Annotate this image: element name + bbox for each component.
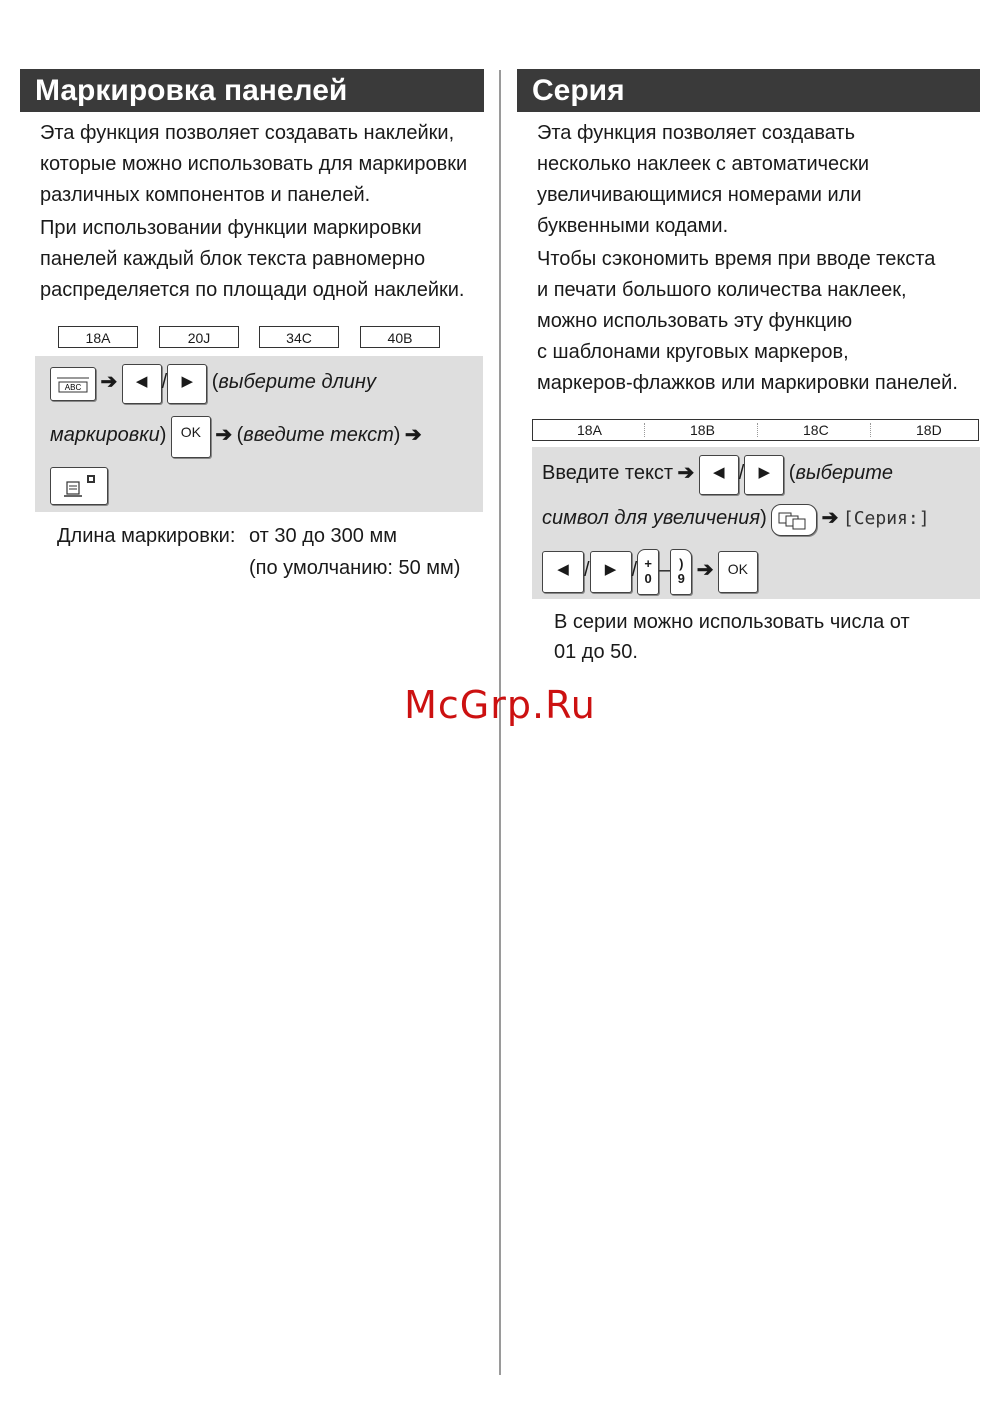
series-label: 18B	[690, 422, 715, 438]
instruction-box: Введите текст ➔ ◀ / ▶ (выберите символ для увеличения) ➔ [Серия:] ◀ / ▶ / + 0 – ) 9 ➔ OK	[532, 447, 980, 599]
arrow-icon: ➔	[821, 507, 839, 530]
note-value: от 30 до 300 мм	[249, 525, 397, 547]
paragraph: При использовании функции маркировки панелей каждый блок текста равномерно распределяется по площади одной наклейки.	[40, 217, 465, 301]
arrow-icon: ➔	[404, 424, 422, 447]
instruction-box: ABC ➔ ◀ / ▶ (выберите длину маркировки) OK ➔ (введите текст) ➔	[35, 356, 483, 512]
paragraph: Чтобы сэкономить время при вводе текста и печати большого количества наклеек, можно использовать эту функцию с шаблонами круговых маркеров, маркеров-флажков или маркировки панелей.	[537, 248, 958, 394]
length-note	[20, 512, 484, 582]
left-key[interactable]: ◀	[122, 364, 162, 404]
label-sample: 20J	[159, 326, 239, 348]
instruction-text: выберите	[795, 462, 893, 485]
panel-key-icon[interactable]	[50, 367, 96, 401]
svg-text:ABC: ABC	[64, 383, 82, 392]
instruction-text: введите текст	[243, 424, 394, 447]
cut-mark	[757, 423, 759, 437]
ok-key[interactable]: OK	[718, 551, 758, 593]
print-key-icon[interactable]	[50, 467, 108, 505]
label-sample: 18A	[58, 326, 138, 348]
ok-key[interactable]: OK	[171, 416, 211, 458]
watermark: McGrp.Ru	[404, 683, 596, 727]
label-preview	[20, 326, 484, 356]
arrow-icon: ➔	[696, 559, 714, 582]
arrow-icon: ➔	[215, 424, 233, 447]
series-label: 18A	[577, 422, 602, 438]
right-key[interactable]: ▶	[167, 364, 207, 404]
right-key[interactable]: ▶	[590, 551, 632, 593]
instruction-text: маркировки	[50, 424, 160, 447]
zero-key[interactable]: + 0	[637, 549, 659, 595]
nine-key[interactable]: ) 9	[670, 549, 692, 595]
left-key[interactable]: ◀	[542, 551, 584, 593]
arrow-icon: ➔	[677, 462, 695, 485]
arrow-icon: ➔	[100, 371, 118, 394]
section-title: Маркировка панелей	[20, 69, 484, 112]
series-label: 18D	[916, 422, 942, 438]
description	[20, 112, 484, 306]
label-sample: 34C	[259, 326, 339, 348]
description	[517, 112, 980, 399]
right-key[interactable]: ▶	[744, 455, 784, 495]
series-preview-strip	[532, 419, 979, 441]
cut-mark	[644, 423, 646, 437]
instruction-text: выберите длину	[218, 371, 376, 394]
left-key[interactable]: ◀	[699, 455, 739, 495]
note-default: (по умолчанию: 50 мм)	[249, 557, 461, 579]
label-sample: 40B	[360, 326, 440, 348]
series-prompt: [Серия:]	[842, 508, 930, 530]
series-key-icon[interactable]	[771, 504, 817, 536]
series-note: В серии можно использовать числа от 01 до 50.	[554, 611, 910, 663]
instruction-text: символ для увеличения	[542, 507, 761, 530]
cut-mark	[870, 423, 872, 437]
series-label: 18C	[803, 422, 829, 438]
section-title: Серия	[517, 69, 980, 112]
series-section	[517, 69, 980, 667]
instruction-text: Введите текст	[542, 462, 674, 485]
note-label: Длина маркировки:	[57, 525, 236, 547]
paragraph: Эта функция позволяет создавать несколько наклеек с автоматически увеличивающимися номерами или буквенными кодами.	[537, 122, 870, 237]
panel-labeling-section	[20, 69, 484, 582]
paragraph: Эта функция позволяет создавать наклейки, которые можно использовать для маркировки различных компонентов и панелей.	[40, 122, 468, 206]
